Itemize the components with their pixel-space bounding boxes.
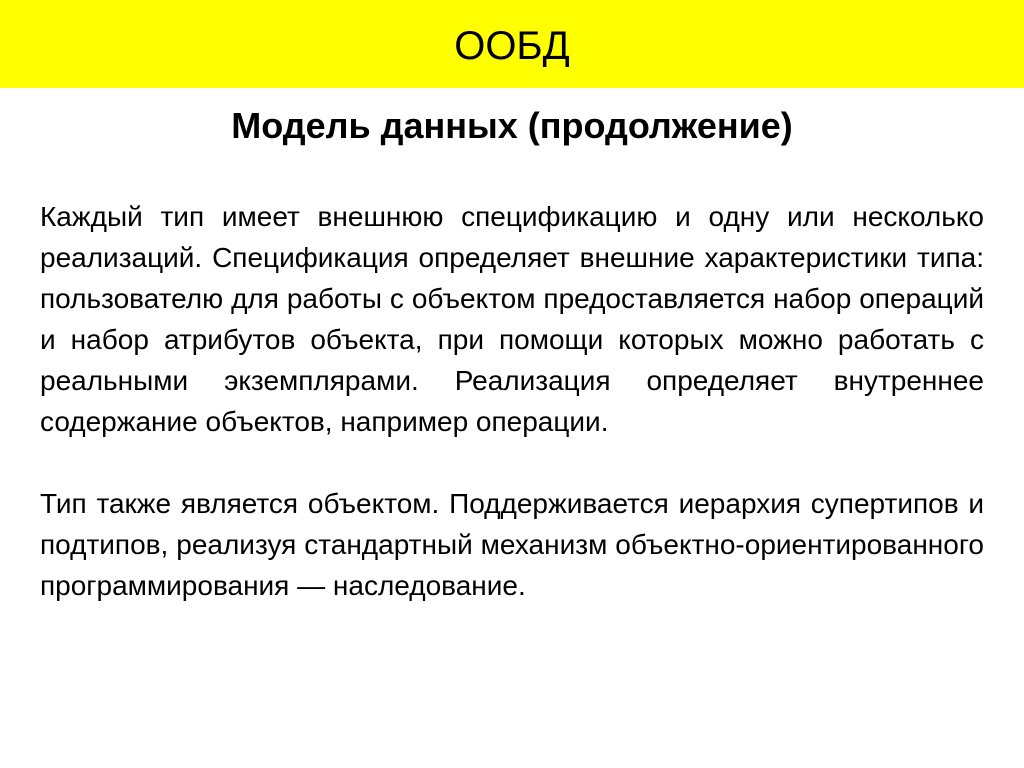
body-paragraph-1: Каждый тип имеет внешнюю спецификацию и одну или несколько реализаций. Спецификация определяет внешние характеристики типа: пользователю для работы с объектом предоставляется набор операций и набор атрибутов объекта, при помощи которых можно работать с реальными экземплярами. Реализация определяет внутреннее содержание объектов, например операции. xyxy=(40,201,984,437)
body-paragraph-2: Тип также является объектом. Поддерживается иерархия супертипов и подтипов, реализуя стандартный механизм объектно-ориентированного программирования — наследование. xyxy=(40,488,984,601)
header-band xyxy=(0,0,1024,88)
header-title: ООБД xyxy=(454,24,570,68)
slide-title: Модель данных (продолжение) xyxy=(231,105,793,146)
slide-body xyxy=(40,196,984,606)
